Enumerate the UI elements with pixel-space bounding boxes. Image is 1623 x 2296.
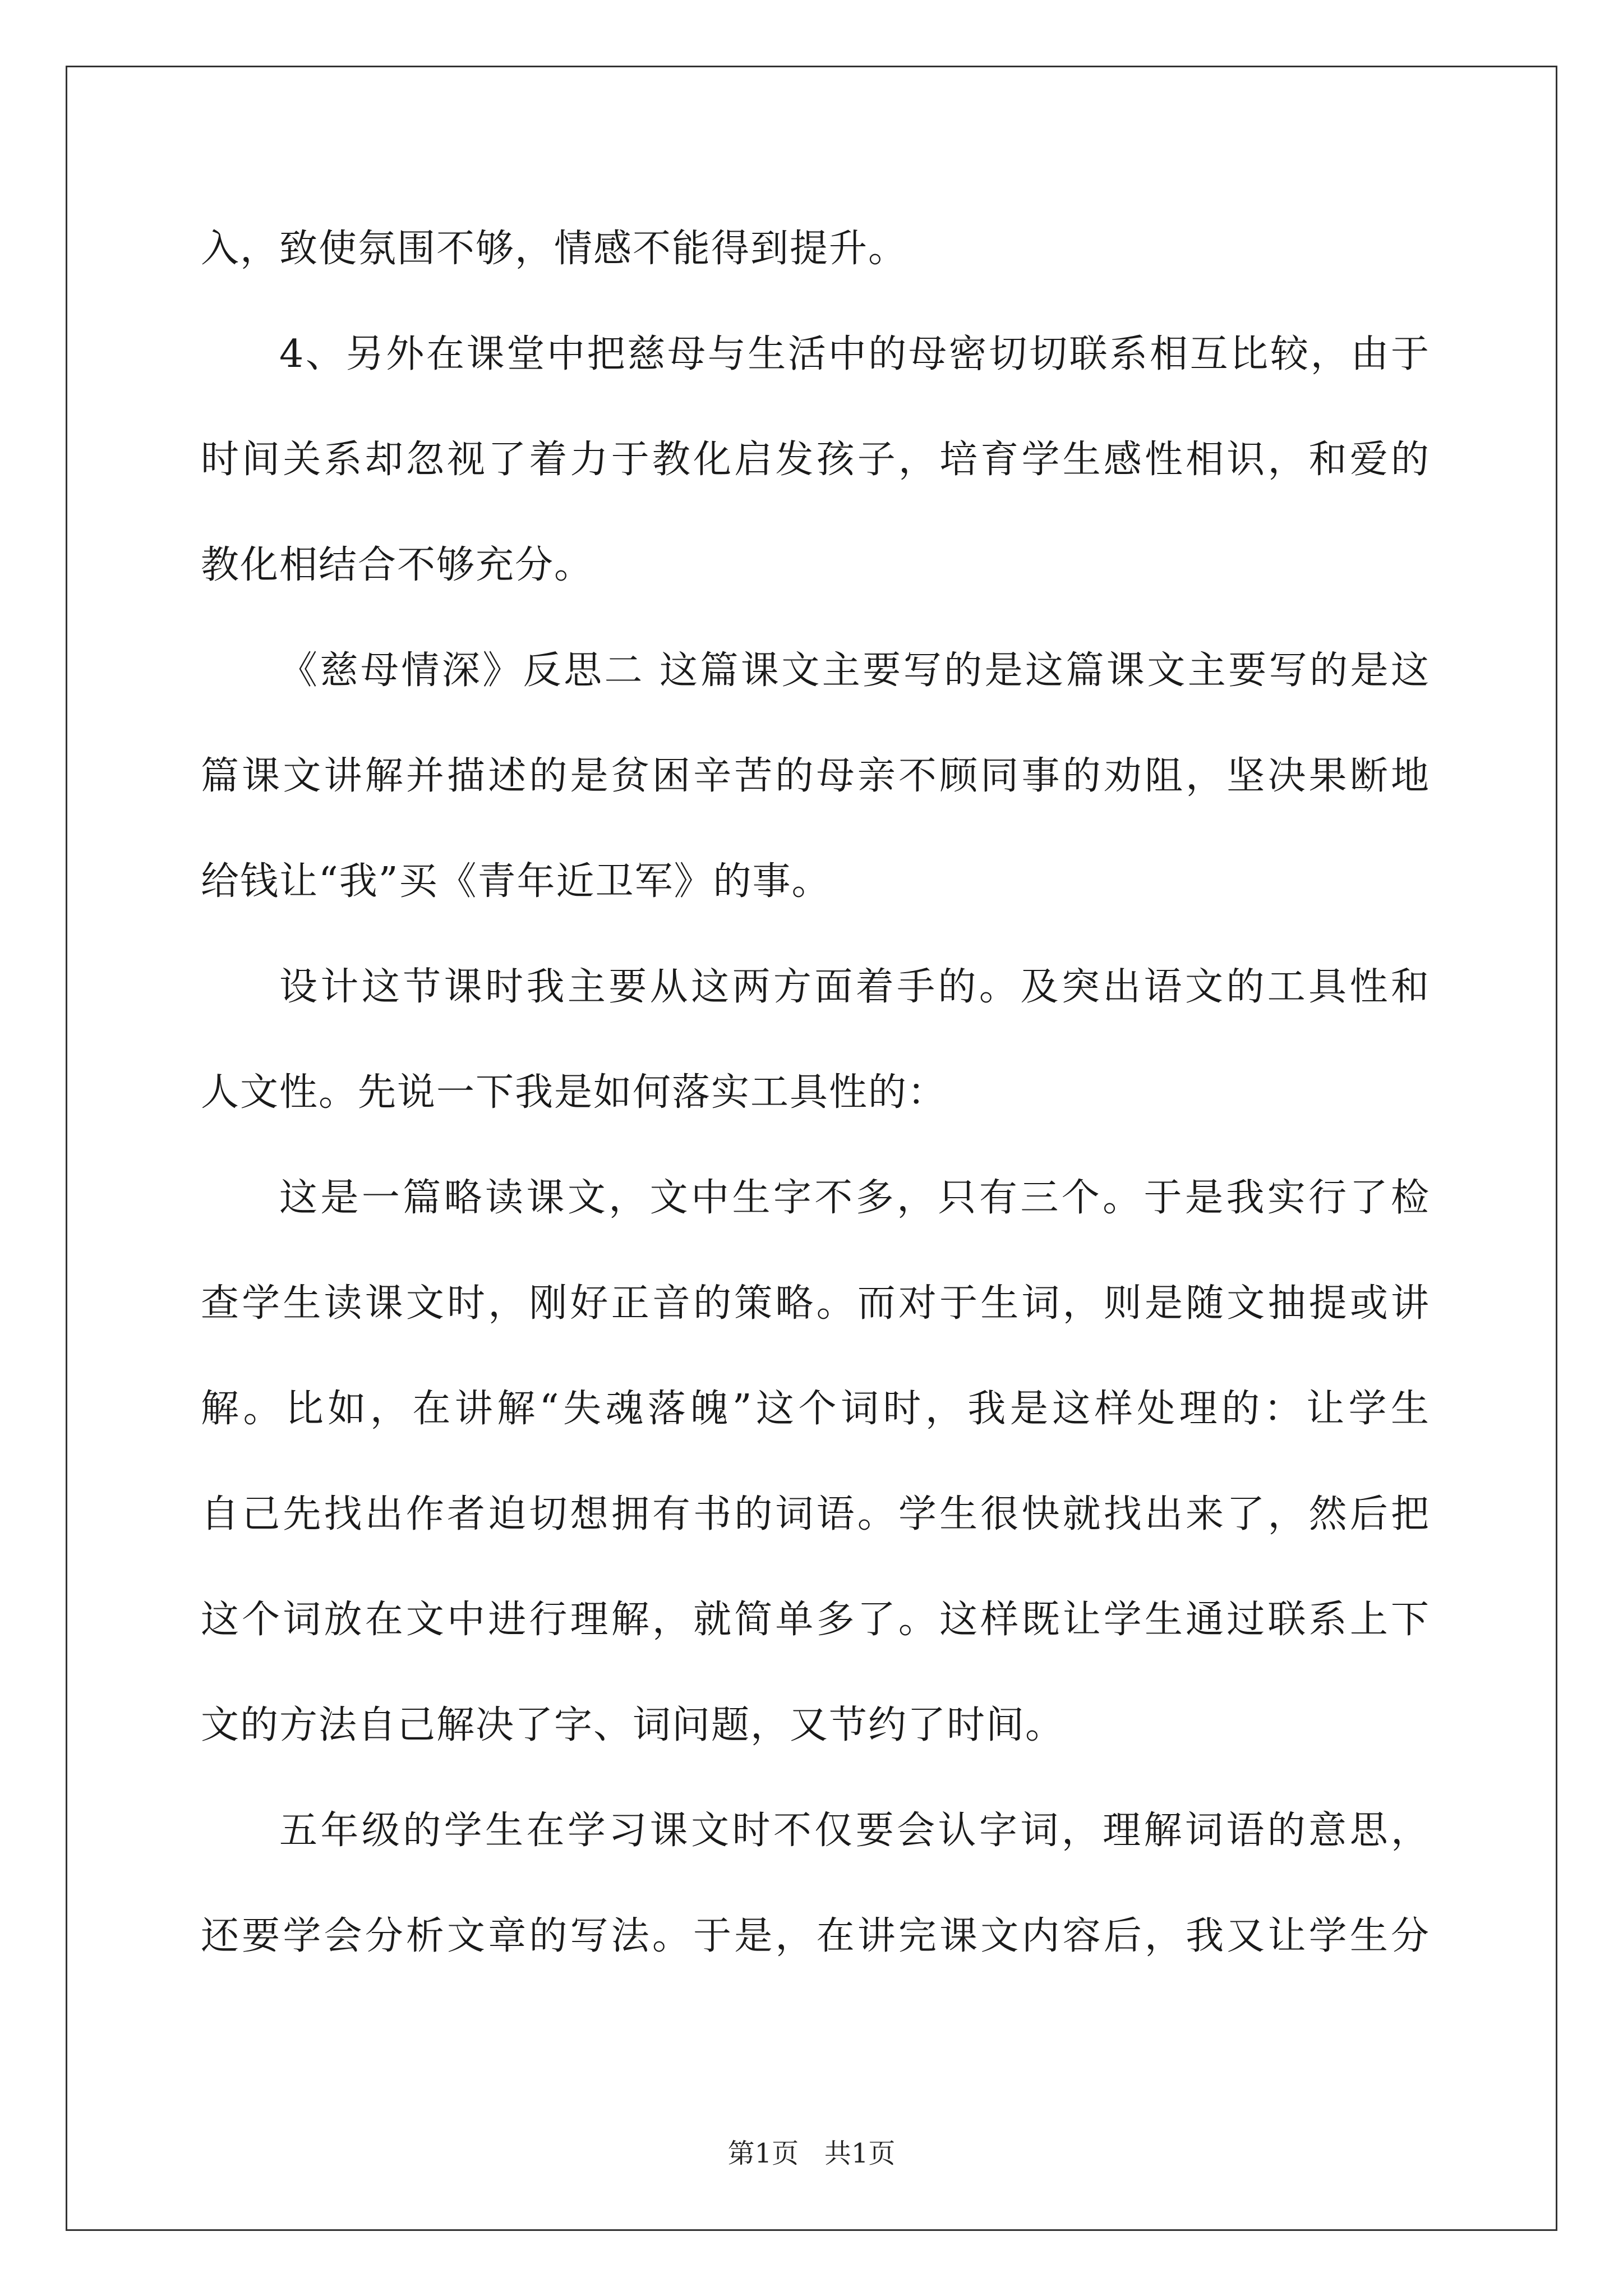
text-line-7: 给钱让“我”买《青年近卫军》的事。 <box>201 859 831 904</box>
text-line-16: 五年级的学生在学习课文时不仅要会认字词，理解词语的意思， <box>279 1809 1430 1853</box>
document-body <box>201 196 1430 1989</box>
text-line-3: 时间关系却忽视了着力于教化启发孩子，培育学生感性相识，和爱的 <box>201 438 1430 482</box>
text-line-2: 4、另外在课堂中把慈母与生活中的母密切切联系相互比较，由于 <box>279 332 1430 376</box>
text-line-14: 这个词放在文中进行理解，就简单多了。这样既让学生通过联系上下 <box>201 1598 1430 1642</box>
text-line-12: 解。比如，在讲解“失魂落魄”这个词时，我是这样处理的：让学生 <box>201 1387 1430 1431</box>
text-line-4: 教化相结合不够充分。 <box>201 543 594 587</box>
text-line-17: 还要学会分析文章的写法。于是，在讲完课文内容后，我又让学生分 <box>201 1914 1430 1958</box>
text-line-9: 人文性。先说一下我是如何落实工具性的： <box>201 1070 947 1115</box>
text-line-8: 设计这节课时我主要从这两方面着手的。及突出语文的工具性和 <box>279 965 1430 1009</box>
text-line-6: 篇课文讲解并描述的是贫困辛苦的母亲不顾同事的劝阻，坚决果断地 <box>201 754 1430 798</box>
text-line-5: 《慈母情深》反思二 这篇课文主要写的是这篇课文主要写的是这 <box>279 648 1430 693</box>
page-footer <box>0 2132 1623 2170</box>
text-line-15: 文的方法自己解决了字、词问题，又节约了时间。 <box>201 1703 1065 1747</box>
page-total: 共1页 <box>824 2138 896 2169</box>
text-line-13: 自己先找出作者迫切想拥有书的词语。学生很快就找出来了，然后把 <box>201 1492 1430 1536</box>
page-number: 第1页 <box>727 2138 799 2169</box>
text-line-11: 查学生读课文时，刚好正音的策略。而对于生词，则是随文抽提或讲 <box>201 1281 1430 1326</box>
text-line-10: 这是一篇略读课文，文中生字不多，只有三个。于是我实行了检 <box>279 1176 1430 1220</box>
text-line-1: 入，致使氛围不够，情感不能得到提升。 <box>201 227 908 271</box>
